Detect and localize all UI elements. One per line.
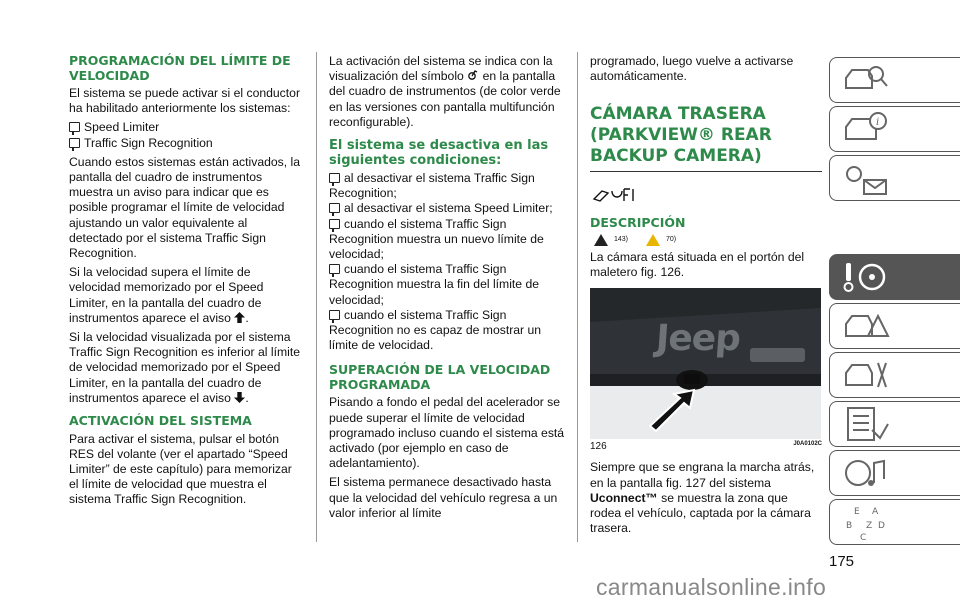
list-item: cuando el sistema Traffic Sign Recognition no es capaz de mostrar un límite de velocidad. [329,307,542,353]
column-3 [590,54,822,540]
caution-ref: 70) [666,236,677,244]
list-item: Traffic Sign Recognition [69,136,301,151]
list-item: al desactivar el sistema Speed Limiter; [329,201,565,216]
paragraph: Si la velocidad supera el límite de velocidad memorizado por el Speed Limiter, en la pantalla del cuadro de instrumentos aparece el aviso . [69,265,264,325]
sidetab-5[interactable] [829,303,960,349]
svg-text:B: B [846,521,853,531]
heading-programacion: PROGRAMACIÓN DEL LÍMITE DE VELOCIDAD [69,53,291,83]
figure-number: 126 [590,441,607,453]
alphabet-index-icon [840,502,890,542]
speed-up-arrow-icon [234,312,245,323]
bullet-icon [329,219,340,229]
steering-key-icon [840,257,890,297]
uconnect-label: Uconnect™ [590,490,658,505]
paragraph: La cámara está situada en el portón del maletero fig. 126. [590,249,805,280]
heading-activacion: ACTIVACIÓN DEL SISTEMA [69,413,252,429]
figure-caption [590,441,822,452]
list-item: Speed Limiter [69,120,301,135]
caution-triangle-icon [646,234,660,246]
heading-camara: CÁMARA TRASERA (PARKVIEW® REAR BACKUP CAMERA) [590,104,822,172]
paragraph: Si la velocidad visualizada por el sistema Traffic Sign Recognition es inferior al límite de velocidad memorizado por el Speed Limiter, en la pantalla del cuadro de instrumentos aparece el aviso . [69,330,300,405]
list-item: cuando el sistema Traffic Sign Recognition muestra la fin del límite de velocidad; [329,262,540,307]
sidetab-8[interactable] [829,450,960,496]
camera-photo [590,288,821,439]
heading-descripcion: DESCRIPCIÓN [590,215,686,231]
warning-ref: 143) [614,236,629,244]
svg-text:Z: Z [866,521,873,531]
figure-code: J0A0102C [793,441,822,448]
page-number: 175 [829,553,855,570]
svg-text:A: A [872,507,879,517]
sidetab-2[interactable] [829,106,960,152]
tailgate-image [590,288,821,439]
bullet-icon [329,264,340,274]
sidetab-9[interactable] [829,499,960,545]
paragraph: Cuando estos sistemas están activados, la pantalla del cuadro de instrumentos muestra un aviso para indicar que es posible programar el límite de velocidad ajustando un valor equivalente al detectado por el sistema Traffic Sign Recognition. [69,154,301,261]
bullet-icon [69,138,80,148]
column-divider [577,52,578,542]
paragraph: El sistema permanece desactivado hasta que la velocidad del vehículo regresa a un valor inferior al límite [329,475,558,520]
jeep-logo: Jeep [654,318,742,360]
column-2 [329,54,565,525]
sidetab-7[interactable] [829,401,960,447]
car-search-icon [840,60,890,100]
svg-text:D: D [878,521,885,531]
column-divider [316,52,317,542]
paragraph: Pisando a fondo el pedal del acelerador se puede superar el límite de velocidad programado incluso cuando el sistema está activado (por ejemplo en caso de adelantamiento). [329,395,565,471]
sidetab-3[interactable] [829,155,960,201]
heading-superacion: SUPERACIÓN DE LA VELOCIDAD PROGRAMADA [329,362,551,392]
warning-triangle-icon [594,234,608,246]
watermark[interactable]: carmanualsonline.info [596,574,827,600]
checklist-icon [840,404,890,444]
sidetab-1[interactable] [829,57,960,103]
sidetab-4-active[interactable] [829,254,960,300]
music-icon [840,453,890,493]
sidetab-6[interactable] [829,352,960,398]
car-info-icon [840,109,890,149]
list-item: al desactivar el sistema Traffic Sign Recognition; [329,171,535,201]
paragraph: programado, luego vuelve a activarse automáticamente. [590,54,794,84]
speed-limit-symbol-icon [467,69,479,81]
bullet-icon [329,173,340,183]
heading-desactiva: El sistema se desactiva en las siguientes condiciones: [329,138,549,169]
bullet-icon [69,122,80,132]
speed-down-arrow-icon [234,392,245,403]
lights-message-icon [840,158,890,198]
paragraph: Siempre que se engrana la marcha atrás, en la pantalla fig. 127 del sistema Uconnect™ se muestra la zona que rodea el vehículo, captada por la cámara trasera. [590,460,815,536]
paragraph: El sistema se puede activar si el conductor ha habilitado anteriormente los sistemas: [69,86,300,116]
bullet-icon [329,310,340,320]
warning-references [594,234,822,246]
paragraph: Para activar el sistema, pulsar el botón RES del volante (ver el apartado “Speed Limiter” de este capítulo) para memorizar el límite de velocidad que muestra el sistema Traffic Sign Recognition. [69,431,292,507]
car-tools-icon [840,355,890,395]
list-item: cuando el sistema Traffic Sign Recognition muestra un nuevo límite de velocidad; [329,216,544,262]
column-1 [69,54,301,512]
svg-text:E: E [854,507,860,517]
car-warning-icon [840,306,890,346]
svg-text:C: C [860,533,867,542]
bullet-icon [329,203,340,213]
svg-text:i: i [876,117,880,128]
camera-feature-icon [592,185,638,205]
paragraph: La activación del sistema se indica con la visualización del símbolo en la pantalla del cuadro de instrumentos (de color verde en las versiones con pantalla multifunción reconfigurable). [329,54,561,129]
